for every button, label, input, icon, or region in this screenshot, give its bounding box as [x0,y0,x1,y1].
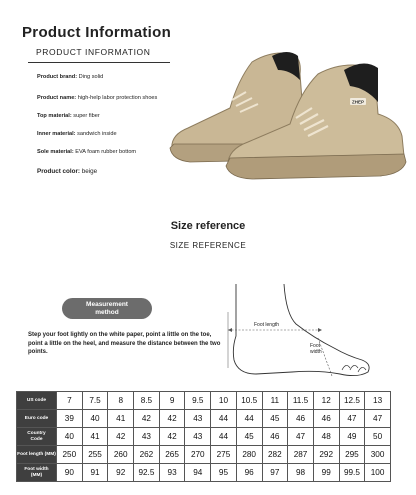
table-cell: 8 [108,392,134,410]
table-cell: 99.5 [339,464,365,482]
table-cell: 42 [159,428,185,446]
table-cell: 97 [262,464,288,482]
page-title: Product Information [22,24,172,41]
table-cell: 44 [211,428,237,446]
table-cell: 93 [159,464,185,482]
page-subtitle: PRODUCT INFORMATION [36,47,151,57]
row-header-line: Code [30,436,43,442]
size-reference-title: Size reference [170,220,246,232]
foot-length-label: Foot length [254,322,280,328]
table-cell: 265 [159,446,185,464]
table-cell: 12 [313,392,339,410]
table-cell: 280 [236,446,262,464]
table-cell: 92 [108,464,134,482]
row-header [17,428,57,446]
spec-label: Sole material: [37,149,74,155]
table-cell: 275 [211,446,237,464]
size-table [16,391,391,482]
table-cell: 46 [262,428,288,446]
row-header-line: US code [26,397,47,403]
table-cell: 45 [236,428,262,446]
table-cell: 40 [57,428,83,446]
table-cell: 282 [262,446,288,464]
table-cell: 9.5 [185,392,211,410]
table-cell: 8.5 [134,392,160,410]
toe-lines [342,365,366,372]
table-cell: 42 [159,410,185,428]
spec-label: Top material: [37,113,72,119]
table-cell: 7 [57,392,83,410]
spec-inner-material [37,131,117,137]
table-cell: 90 [57,464,83,482]
spec-value: EVA foam rubber bottom [75,149,137,155]
row-header-line: Country [27,431,46,437]
table-cell: 96 [236,464,262,482]
table-cell: 40 [82,410,108,428]
row-header-line: (MM) [30,472,43,478]
table-row [17,392,391,410]
table-cell: 42 [108,428,134,446]
row-header-line: Foot width [24,467,49,473]
table-cell: 260 [108,446,134,464]
table-cell: 41 [82,428,108,446]
table-cell: 45 [262,410,288,428]
table-cell: 287 [288,446,314,464]
table-cell: 292 [313,446,339,464]
table-cell: 43 [134,428,160,446]
row-header [17,410,57,428]
table-cell: 11.5 [288,392,314,410]
spec-label: Product brand: [37,74,78,80]
spec-value: high-help labor protection shoes [77,95,158,101]
table-row [17,446,391,464]
spec-value: beige [81,168,98,175]
foot-width-label: Foot [310,343,321,349]
table-cell: 95 [211,464,237,482]
table-cell: 99 [313,464,339,482]
spec-product-name [37,95,157,101]
table-cell: 49 [339,428,365,446]
table-cell: 92.5 [134,464,160,482]
table-cell: 295 [339,446,365,464]
badge-line: Measurement [86,301,128,308]
table-cell: 43 [185,428,211,446]
spec-value: super fiber [73,113,100,119]
table-cell: 300 [365,446,391,464]
table-cell: 9 [159,392,185,410]
spec-brand [37,74,103,80]
measurement-instruction: Step your foot lightly on the white paper, point a little on the toe, point a little on the heel, and measure the distance between the two points. [28,332,221,356]
spec-sole-material [37,149,136,155]
foot-measurement-diagram [222,282,372,382]
table-cell: 10.5 [236,392,262,410]
spec-value: Ding solid [78,74,104,80]
table-cell: 44 [211,410,237,428]
table-cell: 48 [313,428,339,446]
spec-top-material [37,113,100,119]
table-cell: 46 [288,410,314,428]
row-header-line: Foot length (MM) [17,451,56,457]
table-cell: 46 [313,410,339,428]
table-cell: 11 [262,392,288,410]
table-cell: 43 [185,410,211,428]
row-header [17,446,57,464]
table-row [17,464,391,482]
table-cell: 47 [288,428,314,446]
table-cell: 50 [365,428,391,446]
table-cell: 91 [82,464,108,482]
table-cell: 47 [365,410,391,428]
badge-line: method [95,309,119,316]
product-shoes-image [160,40,410,180]
table-cell: 262 [134,446,160,464]
spec-label: Product color: [37,168,81,175]
foot-width-label: width [310,349,322,355]
table-cell: 41 [108,410,134,428]
spec-product-color [37,168,97,175]
spec-label: Inner material: [37,131,76,137]
table-cell: 47 [339,410,365,428]
table-cell: 98 [288,464,314,482]
table-cell: 94 [185,464,211,482]
spec-label: Product name: [37,95,77,101]
shoe-brand-tag: ZHEP [351,99,365,105]
row-header [17,464,57,482]
row-header [17,392,57,410]
table-cell: 250 [57,446,83,464]
table-row [17,428,391,446]
table-cell: 13 [365,392,391,410]
table-cell: 42 [134,410,160,428]
table-cell: 12.5 [339,392,365,410]
size-reference-subtitle: SIZE REFERENCE [169,241,247,250]
table-cell: 44 [236,410,262,428]
measurement-method-badge [62,298,152,319]
row-header-line: Euro code [24,415,49,421]
table-cell: 100 [365,464,391,482]
spec-value: sandwich inside [77,131,117,137]
table-cell: 270 [185,446,211,464]
table-cell: 39 [57,410,83,428]
table-cell: 255 [82,446,108,464]
title-divider [28,62,170,63]
table-cell: 7.5 [82,392,108,410]
table-cell: 10 [211,392,237,410]
table-row [17,410,391,428]
